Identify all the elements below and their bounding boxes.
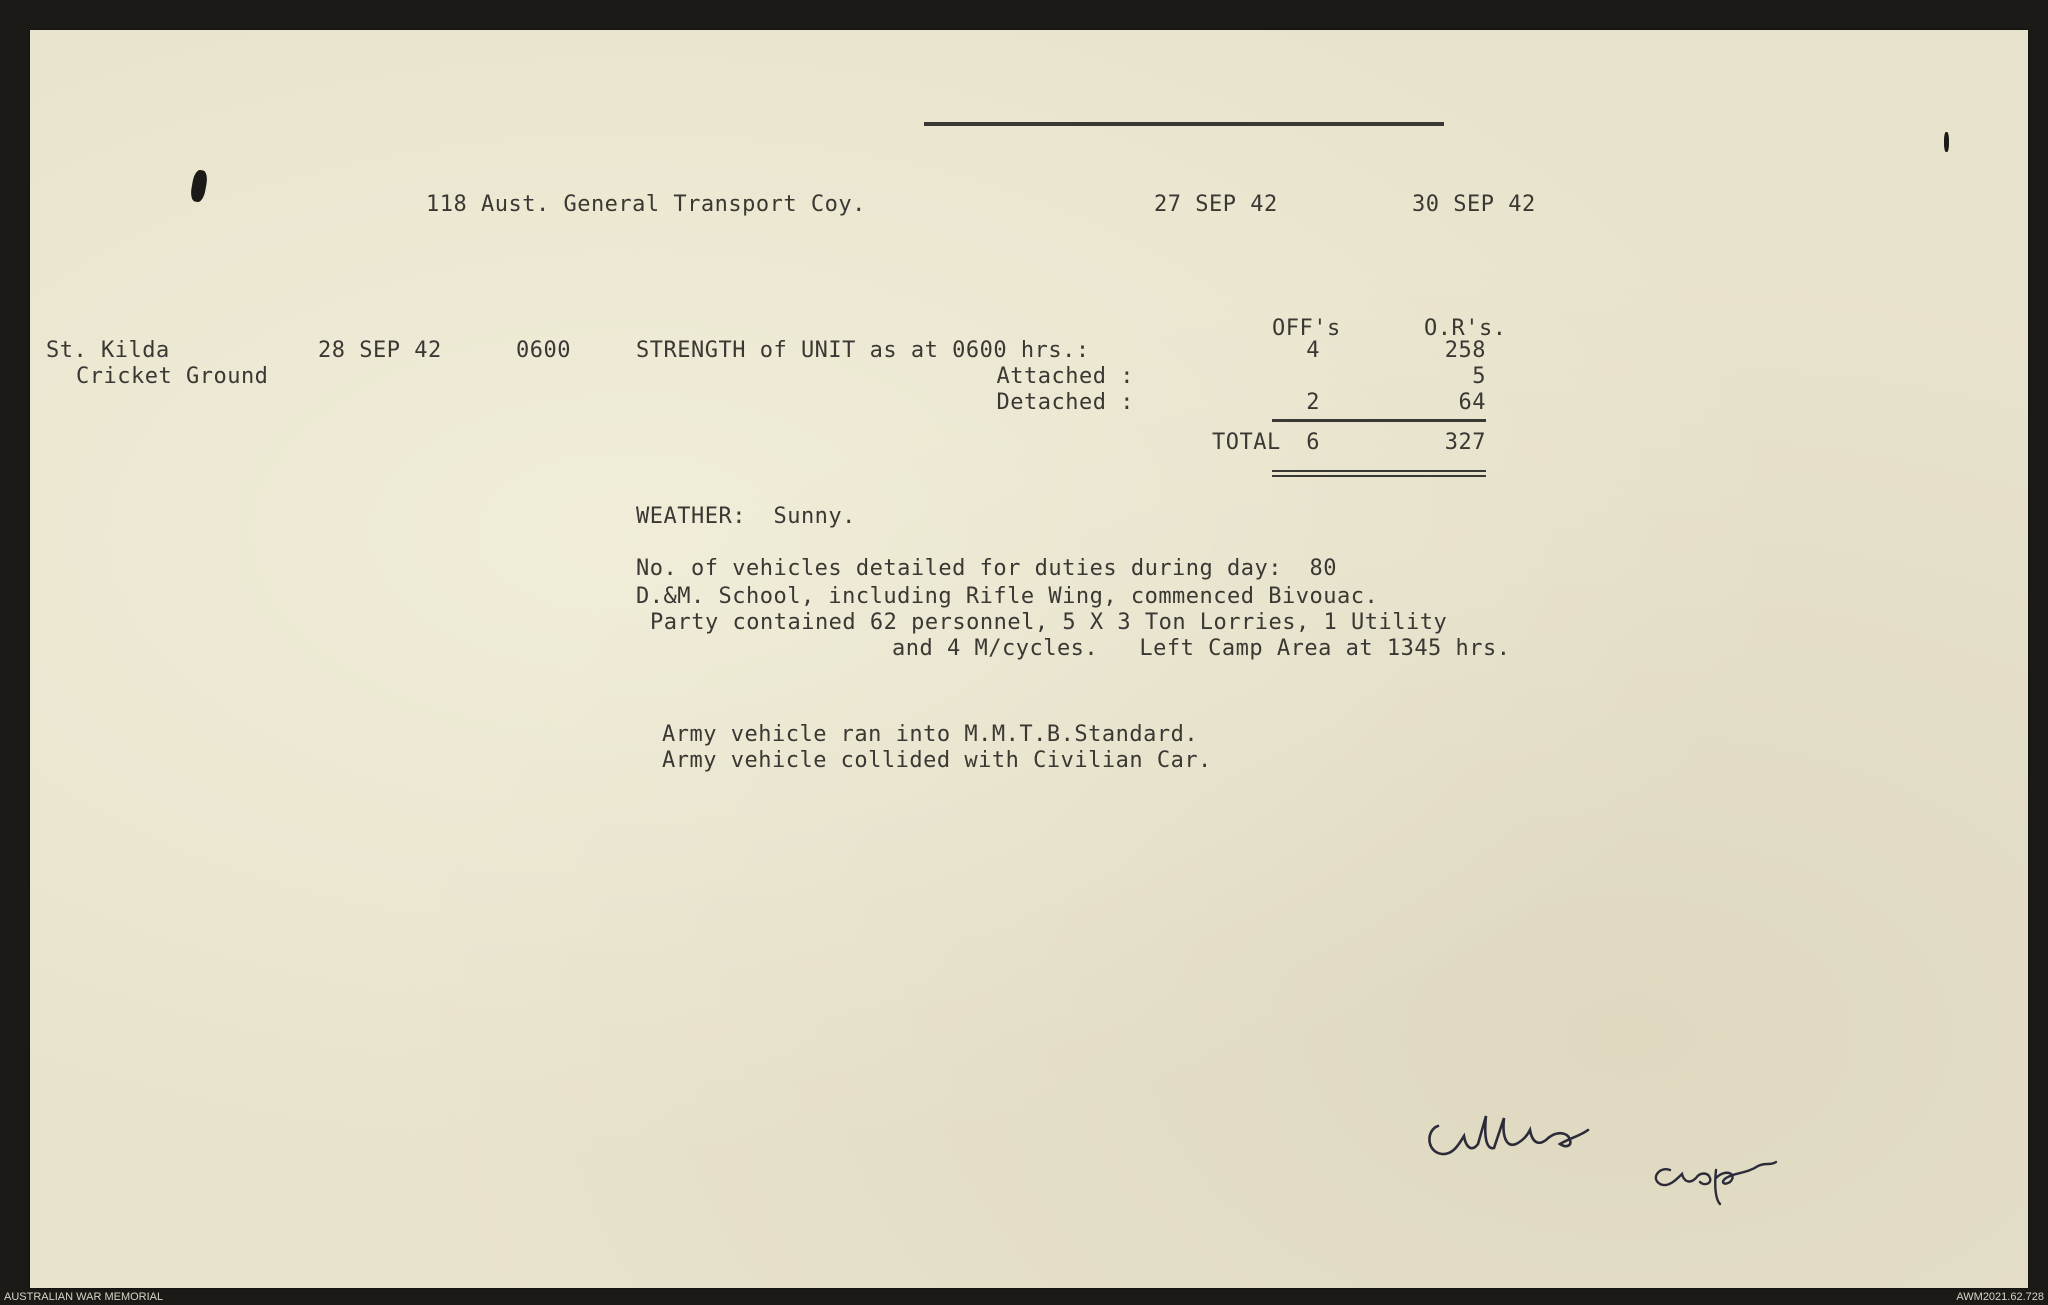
total-rule-double-1 [1272, 470, 1486, 472]
strength-heading: STRENGTH of UNIT as at 0600 hrs.: [636, 338, 1090, 363]
col-ors-header: O.R's. [1424, 316, 1507, 341]
detached-offrs: 2 [1306, 390, 1320, 415]
total-rule-top [1272, 419, 1486, 422]
unit-name: 118 Aust. General Transport Coy. [426, 192, 866, 217]
detached-ors: 64 [1458, 390, 1486, 415]
school-line-3: and 4 M/cycles. Left Camp Area at 1345 hrs. [892, 636, 1511, 661]
signature [1420, 1108, 1820, 1208]
col-offrs-header: OFF's [1272, 316, 1341, 341]
weather-line: WEATHER: Sunny. [636, 504, 856, 529]
total-label: TOTAL [1212, 430, 1281, 455]
attached-label: Attached : [996, 364, 1134, 389]
accident-line-2: Army vehicle collided with Civilian Car. [662, 748, 1212, 773]
date-to: 30 SEP 42 [1412, 192, 1536, 217]
vehicles-line: No. of vehicles detailed for duties during day: 80 [636, 556, 1338, 581]
strength-row-1-offrs: 4 [1306, 338, 1320, 363]
entry-time: 0600 [516, 338, 571, 363]
attached-ors: 5 [1472, 364, 1486, 389]
top-rule [924, 122, 1444, 126]
total-offrs: 6 [1306, 430, 1320, 455]
total-rule-double-2 [1272, 475, 1486, 477]
entry-date: 28 SEP 42 [318, 338, 442, 363]
strength-row-1-ors: 258 [1444, 338, 1486, 363]
place-line-2: Cricket Ground [76, 364, 269, 389]
school-line-1: D.&M. School, including Rifle Wing, commenced Bivouac. [636, 584, 1379, 609]
footer-right: AWM2021.62.728 [1956, 1291, 2044, 1303]
date-from: 27 SEP 42 [1154, 192, 1278, 217]
place-line-1: St. Kilda [46, 338, 170, 363]
school-line-2: Party contained 62 personnel, 5 X 3 Ton Lorries, 1 Utility [650, 610, 1448, 635]
footer-left: AUSTRALIAN WAR MEMORIAL [4, 1291, 164, 1303]
detached-label: Detached : [996, 390, 1134, 415]
total-ors: 327 [1444, 430, 1486, 455]
punch-hole-right [1944, 132, 1949, 152]
accident-line-1: Army vehicle ran into M.M.T.B.Standard. [662, 722, 1199, 747]
